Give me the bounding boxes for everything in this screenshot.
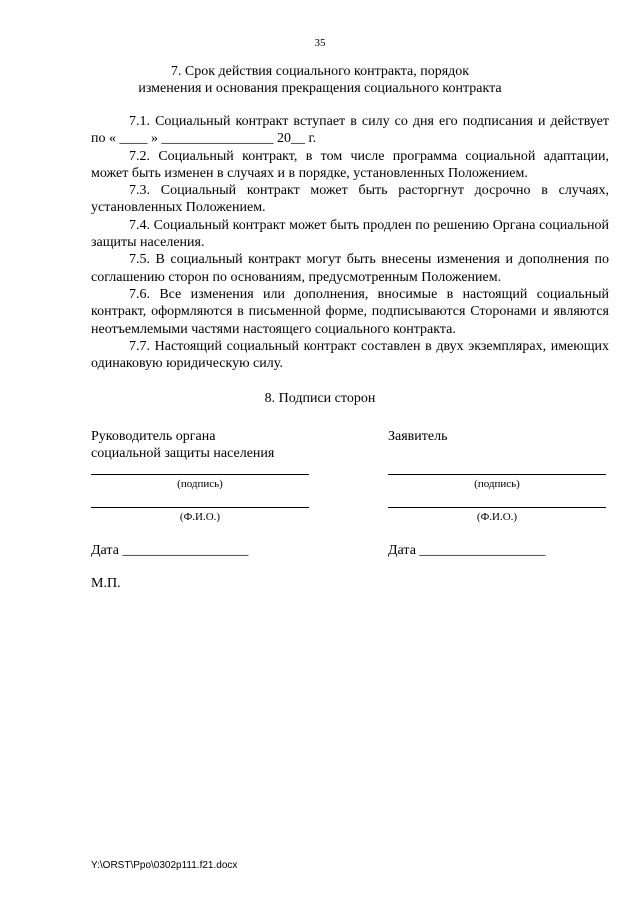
clause-7-3: 7.3. Социальный контракт может быть расторгнут досрочно в случаях, установленных Положением. [91, 183, 609, 216]
clause-7-2: 7.2. Социальный контракт, в том числе программа социальной адаптации, может быть изменен в случаях и в порядке, установленных Положением. [91, 148, 609, 181]
file-path-footer: Y:\ORST\Ppo\0302p111.f21.docx [91, 860, 238, 871]
clause-7-4: 7.4. Социальный контракт может быть продлен по решению Органа социальной защиты населения. [91, 217, 609, 251]
left-signature-caption: (подпись) [177, 478, 223, 490]
clause-7-5: 7.5. В социальный контракт могут быть внесены изменения и дополнения по соглашению сторон по основаниям, предусмотренным Положением. [91, 252, 609, 285]
section-7-body [91, 113, 609, 372]
right-signature-caption: (подпись) [474, 478, 520, 490]
section-8-title: 8. Подписи сторон [264, 391, 376, 406]
stamp-label: М.П. [91, 576, 121, 591]
right-name-caption: (Ф.И.О.) [476, 511, 518, 523]
clause-7-6: 7.6. Все изменения или дополнения, вносимые в настоящий социальный контракт, оформляются в письменной форме, подписываются Сторонами и являются неотъемлемыми частями настоящего социального контракта. [91, 286, 609, 337]
right-party-label: Заявитель [388, 429, 448, 444]
section-7-title-line-2: изменения и основания прекращения социального контракта [138, 81, 502, 96]
right-name-line [388, 507, 606, 508]
section-7-title-line-1: 7. Срок действия социального контракта, порядок [170, 64, 470, 79]
left-party-line-1: Руководитель органа [91, 429, 216, 444]
left-party-line-2: социальной защиты населения [91, 446, 275, 461]
right-signature-line [388, 474, 606, 475]
left-date-field: Дата __________________ [91, 543, 249, 558]
left-name-line [91, 507, 309, 508]
left-name-caption: (Ф.И.О.) [179, 511, 221, 523]
left-party-label [91, 428, 274, 462]
clause-7-1: 7.1. Социальный контракт вступает в силу со дня его подписания и действует по « ____ » ________________ 20__ г. [91, 114, 609, 147]
page-number: 35 [314, 37, 326, 49]
right-date-field: Дата __________________ [388, 543, 546, 558]
left-signature-line [91, 474, 309, 475]
clause-7-7: 7.7. Настоящий социальный контракт составлен в двух экземплярах, имеющих одинаковую юридическую силу. [91, 338, 609, 372]
section-7-title [0, 63, 640, 97]
